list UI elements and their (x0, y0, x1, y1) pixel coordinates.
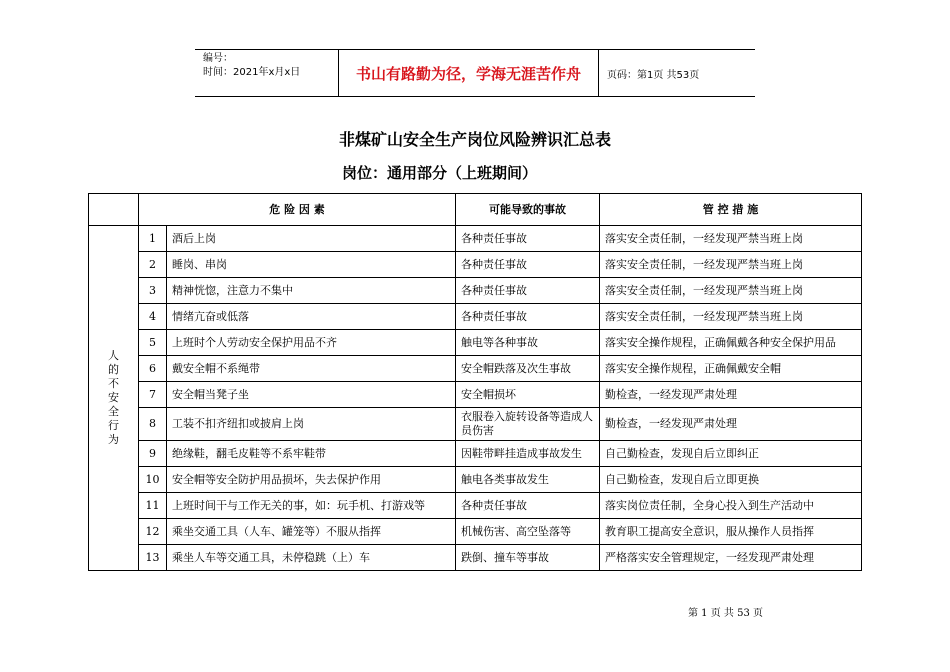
accident-cell: 因鞋带畔挂造成事故发生 (456, 441, 600, 467)
header-motto: 书山有路勤为径，学海无涯苦作舟 (339, 50, 599, 96)
category-char: 全 (108, 405, 119, 418)
accident-cell: 各种责任事故 (456, 304, 600, 330)
hazard-cell: 安全帽当凳子坐 (167, 382, 456, 408)
control-cell: 严格落实安全管理规定，一经发现严肃处理 (600, 545, 862, 571)
header-category-cell (89, 194, 139, 226)
control-cell: 勤检查，一经发现严肃处理 (600, 382, 862, 408)
hazard-cell: 乘坐交通工具（人车、罐笼等）不服从指挥 (167, 519, 456, 545)
row-number: 7 (139, 382, 167, 408)
category-char: 为 (108, 433, 119, 446)
accident-cell: 触电等各种事故 (456, 330, 600, 356)
header-hazard: 危 险 因 素 (139, 194, 456, 226)
category-char: 的 (108, 363, 119, 376)
row-number: 11 (139, 493, 167, 519)
accident-cell: 跌倒、撞车等事故 (456, 545, 600, 571)
row-number: 5 (139, 330, 167, 356)
control-cell: 自己勤检查，发现自后立即纠正 (600, 441, 862, 467)
table-row (89, 545, 862, 571)
table-row (89, 519, 862, 545)
document-header (195, 49, 755, 97)
accident-cell: 机械伤害、高空坠落等 (456, 519, 600, 545)
row-number: 8 (139, 408, 167, 441)
category-char: 不 (108, 377, 119, 390)
page-footer: 第 1 页 共 53 页 (688, 608, 763, 619)
table-row (89, 252, 862, 278)
category-char: 行 (108, 419, 119, 432)
control-cell: 落实安全责任制，一经发现严禁当班上岗 (600, 304, 862, 330)
control-cell: 落实岗位责任制，全身心投入到生产活动中 (600, 493, 862, 519)
control-cell: 自己勤检查，发现自后立即更换 (600, 467, 862, 493)
table-row (89, 330, 862, 356)
hazard-cell: 戴安全帽不系绳带 (167, 356, 456, 382)
accident-cell: 各种责任事故 (456, 493, 600, 519)
control-cell: 勤检查，一经发现严肃处理 (600, 408, 862, 441)
accident-cell: 各种责任事故 (456, 278, 600, 304)
row-number: 12 (139, 519, 167, 545)
control-cell: 落实安全责任制，一经发现严禁当班上岗 (600, 252, 862, 278)
header-meta (195, 50, 339, 96)
hazard-cell: 上班时间干与工作无关的事，如：玩手机、打游戏等 (167, 493, 456, 519)
document-time: 时间：2021年x月x日 (203, 67, 301, 78)
row-number: 3 (139, 278, 167, 304)
accident-cell: 各种责任事故 (456, 226, 600, 252)
hazard-cell: 安全帽等安全防护用品损坏，失去保护作用 (167, 467, 456, 493)
table-row (89, 278, 862, 304)
row-number: 10 (139, 467, 167, 493)
category-cell (89, 226, 139, 571)
accident-cell: 触电各类事故发生 (456, 467, 600, 493)
control-cell: 落实安全操作规程，正确佩戴安全帽 (600, 356, 862, 382)
header-accident: 可能导致的事故 (456, 194, 600, 226)
control-cell: 落实安全责任制，一经发现严禁当班上岗 (600, 226, 862, 252)
hazard-cell: 酒后上岗 (167, 226, 456, 252)
row-number: 1 (139, 226, 167, 252)
category-char: 安 (108, 391, 119, 404)
hazard-cell: 工装不扣齐纽扣或披肩上岗 (167, 408, 456, 441)
row-number: 2 (139, 252, 167, 278)
risk-table (88, 193, 862, 571)
hazard-cell: 情绪亢奋或低落 (167, 304, 456, 330)
accident-cell: 衣服卷入旋转设备等造成人员伤害 (456, 408, 600, 441)
row-number: 9 (139, 441, 167, 467)
row-number: 4 (139, 304, 167, 330)
accident-cell: 安全帽损坏 (456, 382, 600, 408)
table-header-row (89, 194, 862, 226)
hazard-cell: 绝缘鞋，翻毛皮鞋等不系牢鞋带 (167, 441, 456, 467)
control-cell: 落实安全操作规程，正确佩戴各种安全保护用品 (600, 330, 862, 356)
table-body (89, 226, 862, 571)
document-number: 编号： (203, 53, 233, 64)
control-cell: 教育职工提高安全意识，服从操作人员指挥 (600, 519, 862, 545)
table-row (89, 408, 862, 441)
table-row (89, 226, 862, 252)
table-row (89, 382, 862, 408)
row-number: 13 (139, 545, 167, 571)
accident-cell: 各种责任事故 (456, 252, 600, 278)
category-char: 人 (108, 349, 119, 362)
header-control: 管 控 措 施 (600, 194, 862, 226)
table-row (89, 467, 862, 493)
table-row (89, 493, 862, 519)
table-row (89, 356, 862, 382)
hazard-cell: 睡岗、串岗 (167, 252, 456, 278)
table-row (89, 304, 862, 330)
document-title: 非煤矿山安全生产岗位风险辨识汇总表 (338, 130, 611, 149)
row-number: 6 (139, 356, 167, 382)
hazard-cell: 精神恍惚，注意力不集中 (167, 278, 456, 304)
header-page-number: 页码：第1页 共53页 (607, 69, 700, 81)
hazard-cell: 上班时个人劳动安全保护用品不齐 (167, 330, 456, 356)
document-subtitle: 岗位：通用部分（上班期间） (342, 164, 538, 182)
accident-cell: 安全帽跌落及次生事故 (456, 356, 600, 382)
control-cell: 落实安全责任制，一经发现严禁当班上岗 (600, 278, 862, 304)
hazard-cell: 乘坐人车等交通工具，未停稳跳（上）车 (167, 545, 456, 571)
table-row (89, 441, 862, 467)
